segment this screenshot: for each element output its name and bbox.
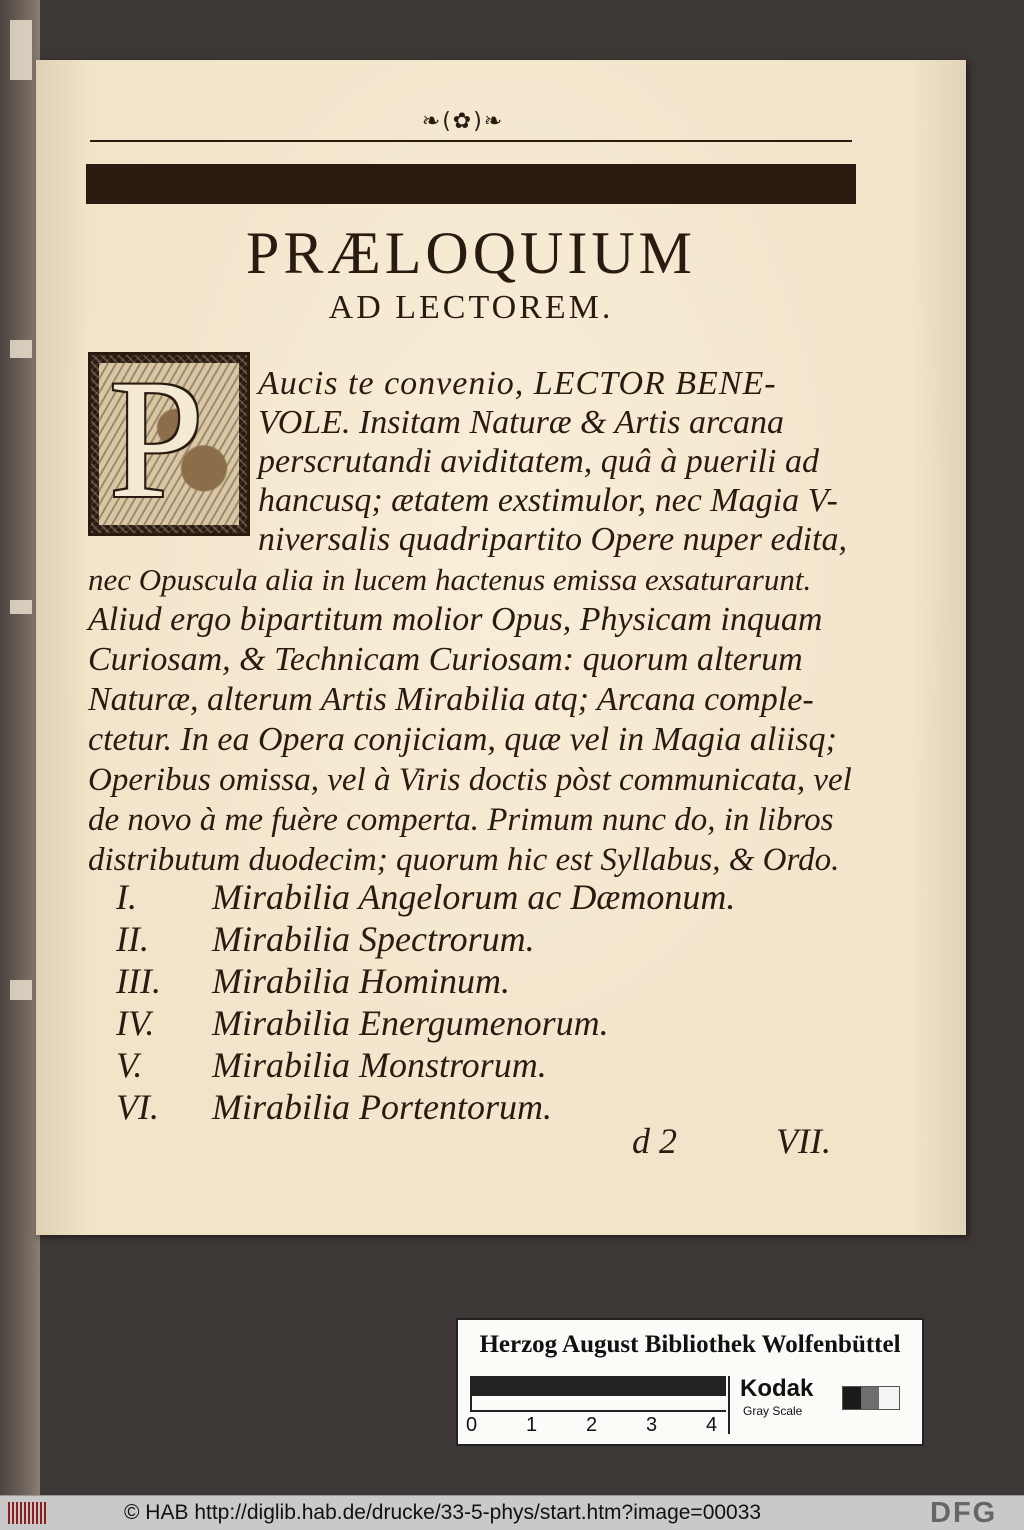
page-subtitle: AD LECTOREM. bbox=[328, 289, 614, 326]
syllabus-number: IV. bbox=[116, 1003, 155, 1043]
signature-mark: d 2 bbox=[632, 1121, 677, 1161]
barcode-icon bbox=[8, 1502, 46, 1524]
footer-bar bbox=[0, 1495, 1024, 1530]
syllabus-number: V. bbox=[116, 1045, 143, 1085]
scale-ruler bbox=[470, 1376, 726, 1412]
kodak-logo: Kodak bbox=[740, 1375, 814, 1402]
syllabus-item bbox=[116, 876, 735, 918]
ruler-number: 1 bbox=[526, 1414, 538, 1436]
text-line: Curiosam, & Technicam Curiosam: quorum alterum bbox=[88, 641, 803, 678]
library-color-card bbox=[456, 1318, 924, 1446]
initial-letter: P bbox=[109, 345, 204, 533]
syllabus-title: Mirabilia Portentorum. bbox=[212, 1087, 552, 1127]
syllabus-title: Mirabilia Hominum. bbox=[212, 961, 511, 1001]
text-line: Naturæ, alterum Artis Mirabilia atq; Arcana comple- bbox=[88, 681, 814, 718]
swatch-mid bbox=[861, 1387, 879, 1409]
text-line: nec Opuscula alia in lucem hactenus emissa exsaturarunt. bbox=[88, 562, 812, 597]
ruler-number: 3 bbox=[646, 1414, 658, 1436]
text-line: Aliud ergo bipartitum molior Opus, Physicam inquam bbox=[88, 601, 823, 638]
head-ornament: ❧(✿)❧ bbox=[421, 109, 505, 134]
decorated-initial bbox=[88, 345, 250, 536]
syllabus-item bbox=[116, 1044, 547, 1086]
syllabus-item bbox=[116, 1086, 552, 1128]
syllabus-number: III. bbox=[116, 961, 161, 1001]
syllabus-title: Mirabilia Angelorum ac Dæmonum. bbox=[212, 877, 736, 917]
footer-credit[interactable]: © HAB http://diglib.hab.de/drucke/33-5-phys/start.htm?image=00033 bbox=[124, 1501, 762, 1524]
text-line: de novo à me fuère comperta. Primum nunc do, in libros bbox=[88, 802, 834, 838]
syllabus-title: Mirabilia Energumenorum. bbox=[212, 1003, 609, 1043]
swatch-light bbox=[879, 1387, 899, 1409]
text-line: hancusq; ætatem exstimulor, nec Magia V- bbox=[258, 482, 838, 519]
dfg-logo: DFG bbox=[930, 1497, 998, 1529]
text-line: Aucis te convenio, LECTOR BENE- bbox=[258, 365, 777, 402]
adjacent-page-edge bbox=[0, 0, 40, 1495]
syllabus-title: Mirabilia Spectrorum. bbox=[212, 919, 535, 959]
text-line: niversalis quadripartito Opere nuper edita, bbox=[258, 521, 847, 558]
catchword: VII. bbox=[776, 1121, 831, 1161]
gray-scale-label: Gray Scale bbox=[743, 1404, 803, 1418]
syllabus-title: Mirabilia Monstrorum. bbox=[212, 1045, 547, 1085]
swatch-dark bbox=[843, 1387, 861, 1409]
syllabus-number: II. bbox=[116, 919, 149, 959]
syllabus-number: I. bbox=[116, 877, 137, 917]
syllabus-item bbox=[116, 918, 535, 960]
text-line: Operibus omissa, vel à Viris doctis pòst communicata, vel bbox=[88, 762, 852, 798]
ruler-number: 4 bbox=[706, 1414, 718, 1436]
library-name: Herzog August Bibliothek Wolfenbüttel bbox=[479, 1331, 901, 1358]
text-line: VOLE. Insitam Naturæ & Artis arcana bbox=[258, 404, 785, 441]
syllabus-number: VI. bbox=[116, 1087, 159, 1127]
ruler-number: 2 bbox=[586, 1414, 598, 1436]
header-rule bbox=[90, 140, 852, 142]
text-line: ctetur. In ea Opera conjiciam, quæ vel in Magia aliisq; bbox=[88, 721, 837, 758]
decorative-border bbox=[86, 158, 856, 210]
ruler-numbers bbox=[464, 1414, 734, 1438]
ruler-number: 0 bbox=[466, 1414, 478, 1436]
syllabus-item bbox=[116, 1002, 609, 1044]
text-line: distributum duodecim; quorum hic est Syllabus, & Ordo. bbox=[88, 842, 840, 878]
text-line: perscrutandi aviditatem, quâ à puerili ad bbox=[258, 443, 819, 480]
gray-swatches bbox=[842, 1386, 900, 1410]
syllabus-item bbox=[116, 960, 510, 1002]
page-title: PRÆLOQUIUM bbox=[245, 220, 697, 286]
